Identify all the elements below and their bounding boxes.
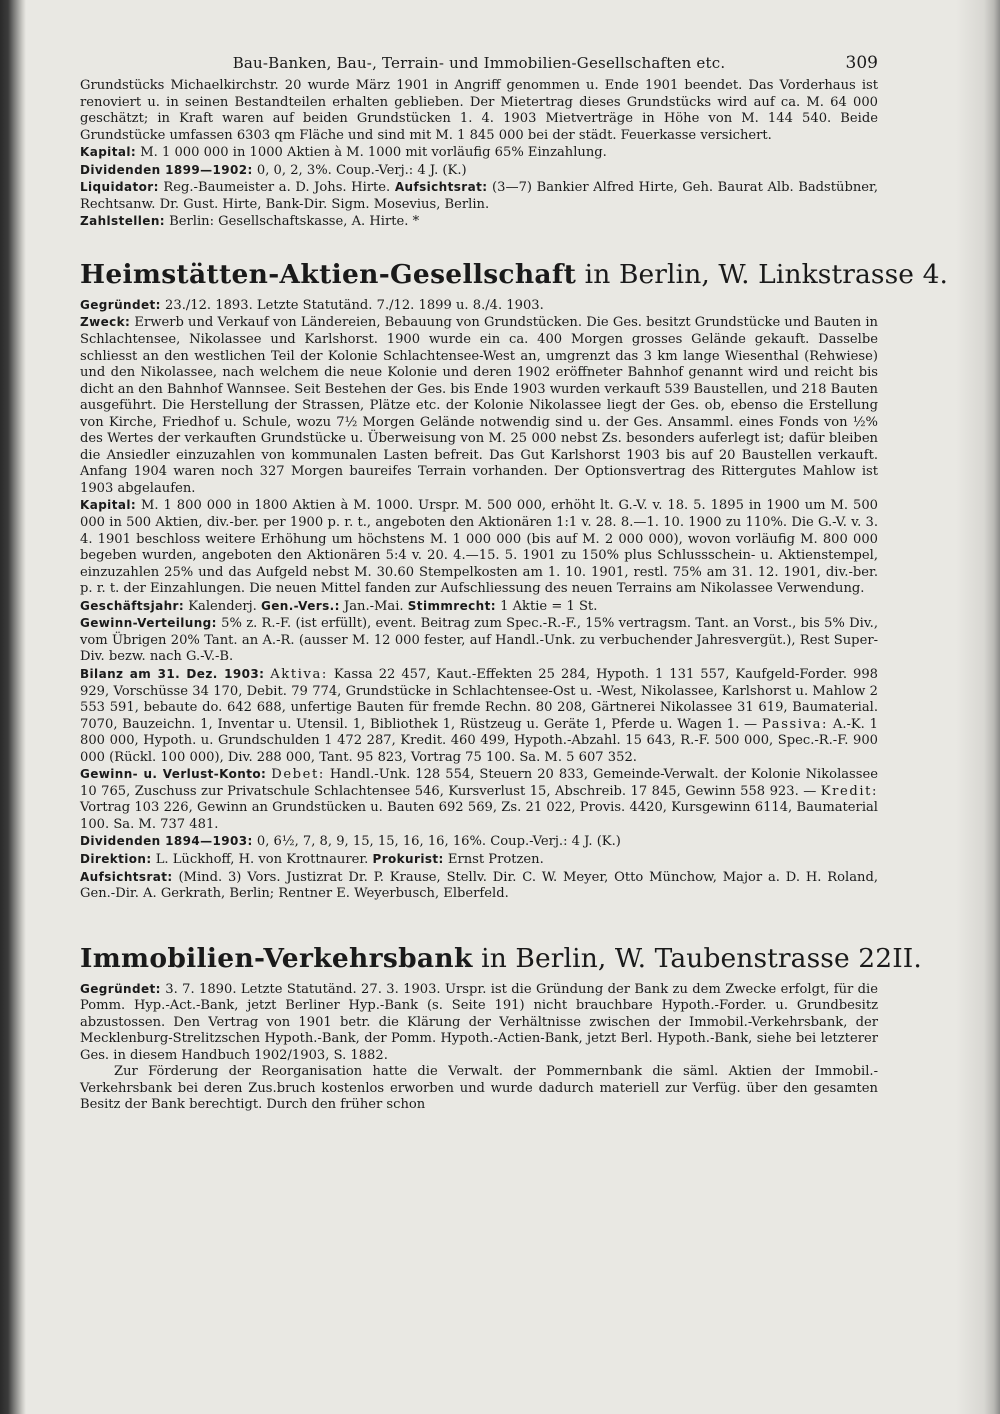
gegruendet-label: Gegründet: xyxy=(80,297,161,312)
prev-kapital xyxy=(80,144,878,162)
direktion-line xyxy=(80,851,878,869)
company-name: Immobilien-Verkehrsbank xyxy=(80,942,473,974)
direktion-text: L. Lückhoff, H. von Krottnaurer. xyxy=(155,851,369,867)
page-number: 309 xyxy=(845,53,878,73)
passiva-label: Passiva: xyxy=(761,716,829,732)
genvers-text: Jan.-Mai. xyxy=(343,598,404,614)
prokurist-text: Ernst Protzen. xyxy=(447,851,544,867)
prev-zahlstellen xyxy=(80,213,878,231)
kapital-text: M. 1 800 000 in 1800 Aktien à M. 1000. Urspr. M. 500 000, erhöht lt. G.-V. v. 18. 5. 1895 in 1900 um M. 500 000 in 500 Aktien, div.-ber. per 1900 p. r. t., angeboten den Aktionären 1:1 v. 28. 8.—1. 10. 1900 zu 110%. Die G.-V. v. 3. 4. 1901 beschloss weitere Erhöhung um höchstens M. 1 000 000 (bis auf M. 2 000 000), wovon vorläufig M. 800 000 begeben wurden, angeboten den Aktionären 5:4 v. 20. 4.—15. 5. 1901 zu 150% plus Schlussschein- u. Aktienstempel, einzuzahlen 25% und das Aufgeld nebst M. 30.60 Stempelkosten am 1. 10. 1901, restl. 75% am 31. 12. 1901, div.-ber. p. r. t. der Einzahlungen. Die neuen Mittel fanden zur Aufschliessung des neuen Terrains am Nikolassee Verwendung. xyxy=(80,498,878,597)
gewinnverteilung-label: Gewinn-Verteilung: xyxy=(80,616,217,631)
prev-kapital-label: Kapital: xyxy=(80,145,137,160)
kapital xyxy=(80,497,878,597)
prev-liquidator-aufsichtsrat xyxy=(80,179,878,213)
company-entry-immobilien-verkehrsbank xyxy=(80,942,922,1114)
bilanz-label: Bilanz am 31. Dez. 1903: xyxy=(80,666,265,681)
aufsichtsrat-text: (Mind. 3) Vors. Justizrat Dr. P. Krause, Stellv. Dir. C. W. Meyer, Otto Münchow, Major a. D. H. Roland, Gen.-Dir. A. Gerkrath, Berlin; Rentner E. Weyerbusch, Elberfeld. xyxy=(80,869,878,902)
prev-aufsichtsrat-label: Aufsichtsrat: xyxy=(394,180,488,195)
prokurist-label: Prokurist: xyxy=(372,851,444,866)
genvers-label: Gen.-Vers.: xyxy=(260,598,340,613)
prev-aufsichtsrat-text: (3—7) Bankier Alfred Hirte, Geh. Baurat Alb. Badstübner, Rechtsanw. Dr. Gust. Hirte, Bank-Dir. Sigm. Mosevius, Berlin. xyxy=(80,180,879,212)
guv-label: Gewinn- u. Verlust-Konto: xyxy=(80,767,267,782)
kapital-label: Kapital: xyxy=(80,498,137,513)
company-name: Heimstätten-Aktien-Gesellschaft xyxy=(80,258,577,290)
company-title xyxy=(80,942,922,975)
stimmrecht-text: 1 Aktie = 1 St. xyxy=(500,598,598,614)
prev-liquidator-label: Liquidator: xyxy=(80,180,159,195)
dividenden-label: Dividenden 1894—1903: xyxy=(80,834,253,849)
kredit-text: Vortrag 103 226, Gewinn an Grundstücken u. Bauten 692 569, Zs. 21 022, Provis. 4420, Kursgewinn 6114, Baumaterial 100. Sa. M. 737 481. xyxy=(80,800,878,832)
guv xyxy=(80,766,878,833)
gegruendet xyxy=(80,297,878,315)
prev-dividenden-text: 0, 0, 2, 3%. Coup.-Verj.: 4 J. (K.) xyxy=(256,162,467,178)
prev-zahlstellen-text: Berlin: Gesellschaftskasse, A. Hirte. * xyxy=(169,214,420,230)
debet-label: Debet: xyxy=(271,767,325,783)
stimmrecht-label: Stimmrecht: xyxy=(407,598,496,613)
company-title xyxy=(80,258,949,291)
running-title: Bau-Banken, Bau-, Terrain- und Immobilien-Gesellschaften etc. xyxy=(232,54,726,72)
previous-entry xyxy=(80,78,878,231)
geschaeftsjahr-line xyxy=(80,598,878,616)
gegruendet-label: Gegründet: xyxy=(80,981,161,996)
company-address: in Berlin, W. Linkstrasse 4. xyxy=(584,258,949,290)
zweck-label: Zweck: xyxy=(80,315,131,330)
running-header xyxy=(80,48,878,78)
gewinnverteilung-text: 5% z. R.-F. (ist erfüllt), event. Beitrag zum Spec.-R.-F., 15% vertragsm. Tant. an Vorst., bis 5% Div., vom Übrigen 20% Tant. an A.-R. (ausser M. 12 000 fester, auf Handl.-Unk. zu verbuchender Jahresvergüt.), Rest Super-Div. bezw. nach G.-V.-B. xyxy=(80,616,878,665)
page-edge-right xyxy=(956,0,1000,1414)
direktion-label: Direktion: xyxy=(80,851,152,866)
bilanz xyxy=(80,666,878,766)
reorganisation-paragraph: Zur Förderung der Reorganisation hatte die Verwalt. der Pommernbank die säml. Aktien der Immobil.-Verkehrsbank bei deren Zus.bruch kostenlos erworben und wurde dadurch materiell zur Verfüg. über den gesamten Besitz der Bank berechtigt. Durch den früher schon xyxy=(80,1064,878,1113)
prev-zahlstellen-label: Zahlstellen: xyxy=(80,214,165,229)
gegruendet-text: 23./12. 1893. Letzte Statutänd. 7./12. 1899 u. 8./4. 1903. xyxy=(165,297,544,313)
dividenden xyxy=(80,833,878,851)
gegruendet xyxy=(80,981,878,1065)
kredit-label: Kredit: xyxy=(820,783,878,799)
bilanz-text: Kassa 22 457, Kaut.-Effekten 25 284, Hypoth. 1 131 557, Kaufgeld-Forder. 998 929, Vorschüsse 34 170, Debit. 79 774, Grundstücke in Schlachtensee-Ost u. -West, Nikolassee, Karlshorst u. Mahlow 2 553 591, bebaute do. 642 688, unfertige Bauten für fremde Rechn. 80 208, Gärtnerei Nikolassee 31 619, Baumaterial. 7070, Bauzeichn. 1, Inventar u. Utensil. 1, Bibliothek 1, Rüstzeug u. Geräte 1, Pferde u. Wagen 1. — xyxy=(80,666,878,732)
gegruendet-text: 3. 7. 1890. Letzte Statutänd. 27. 3. 1903. Urspr. ist die Gründung der Bank zu dem Zwecke erfolgt, für die Pomm. Hyp.-Act.-Bank, jetzt Berliner Hyp.-Bank (s. Seite 191) nicht brauchbare Hypoth.-Forder. u. Grundbesitz abzustossen. Den Vertrag von 1901 betr. die Klärung der Verhältnisse zwischen der Immobil.-Verkehrsbank, der Mecklenburg-Strelitzschen Hypoth.-Bank, der Pomm. Hypoth.-Actien-Bank, jetzt Berl. Hypoth.-Bank, siehe bei letzterer Ges. in diesem Handbuch 1902/1903, S. 1882. xyxy=(80,981,878,1063)
aufsichtsrat-label: Aufsichtsrat: xyxy=(80,869,173,884)
prev-liquidator-text: Reg.-Baumeister a. D. Johs. Hirte. xyxy=(163,180,391,196)
company-address: in Berlin, W. Taubenstrasse 22II. xyxy=(481,942,922,974)
zweck xyxy=(80,314,878,497)
geschaeftsjahr-label: Geschäftsjahr: xyxy=(80,598,185,613)
prev-dividenden-label: Dividenden 1899—1902: xyxy=(80,162,253,177)
aufsichtsrat xyxy=(80,869,878,903)
page-edge-left xyxy=(0,0,26,1414)
dividenden-text: 0, 6½, 7, 8, 9, 15, 15, 16, 16, 16%. Coup.-Verj.: 4 J. (K.) xyxy=(256,834,621,850)
prev-entry-text: Grundstücks Michaelkirchstr. 20 wurde März 1901 in Angriff genommen u. Ende 1901 beendet. Das Vorderhaus ist renoviert u. in seinen Bestandteilen erhalten geblieben. Der Mietertrag dieses Grundstücks wird auf ca. M. 64 000 geschätzt; in Kraft waren auf beiden Grundstücken 1. 4. 1903 Mietverträge in Höhe von M. 144 540. Beide Grundstücke umfassen 6303 qm Fläche und sind mit M. 1 845 000 bei der städt. Feuerkasse versichert. xyxy=(80,78,878,143)
geschaeftsjahr-text: Kalenderj. xyxy=(188,598,257,614)
aktiva-label: Aktiva: xyxy=(270,666,328,682)
page-content xyxy=(80,48,949,1114)
debet-text: Handl.-Unk. 128 554, Steuern 20 833, Gemeinde-Verwalt. der Kolonie Nikolassee 10 765, Zuschuss zur Privatschule Schlachtensee 546, Kursverlust 15, Abschreib. 17 845, Gewinn 558 923. — xyxy=(80,767,878,799)
passiva-text: A.-K. 1 800 000, Hypoth. u. Grundschulden 1 472 287, Kredit. 460 499, Hypoth.-Abzahl. 15 643, R.-F. 500 000, Spec.-R.-F. 900 000 (Rückl. 100 000), Div. 288 000, Tant. 95 823, Vortrag 75 100. Sa. M. 5 607 352. xyxy=(80,716,878,765)
company-entry-heimstaetten xyxy=(80,258,949,903)
gewinnverteilung xyxy=(80,615,878,666)
prev-dividenden xyxy=(80,162,878,180)
zweck-text: Erwerb und Verkauf von Ländereien, Bebauung von Grundstücken. Die Ges. besitzt Grundstücke und Bauten in Schlachtensee, Nikolassee und Karlshorst. 1900 wurde ein ca. 400 Morgen grosses Gelände gekauft. Dasselbe schliesst an den westlichen Teil der Kolonie Schlachtensee-West an, umgrenzt das 3 km lange Wiesenthal (Rehwiese) und den Nikolassee, nach welchem die neue Kolonie und deren 1902 eröffneter Bahnhof genannt wird und reicht bis dicht an den Bahnhof Wannsee. Seit Bestehen der Ges. bis Ende 1903 wurden verkauft 539 Baustellen, und 218 Bauten ausgeführt. Die Herstellung der Strassen, Plätze etc. der Kolonie Nikolassee liegt der Ges. ob, ebenso die Erstellung von Kirche, Friedhof u. Schule, wozu 7½ Morgen Gelände notwendig sind u. der Ges. Ansamml. eines Fonds von ½% des Wertes der verkauften Grundstücke u. Überweisung von M. 25 000 nebst Zs. besonders auferlegt ist; dafür bleiben die Ansiedler einzuzahlen von kommunalen Lasten befreit. Das Gut Karlshorst 1903 bis auf 20 Baustellen verkauft. Anfang 1904 waren noch 327 Morgen baureifes Terrain vorhanden. Der Optionsvertrag des Rittergutes Mahlow ist 1903 abgelaufen. xyxy=(80,315,878,496)
prev-kapital-text: M. 1 000 000 in 1000 Aktien à M. 1000 mit vorläufig 65% Einzahlung. xyxy=(140,145,607,161)
